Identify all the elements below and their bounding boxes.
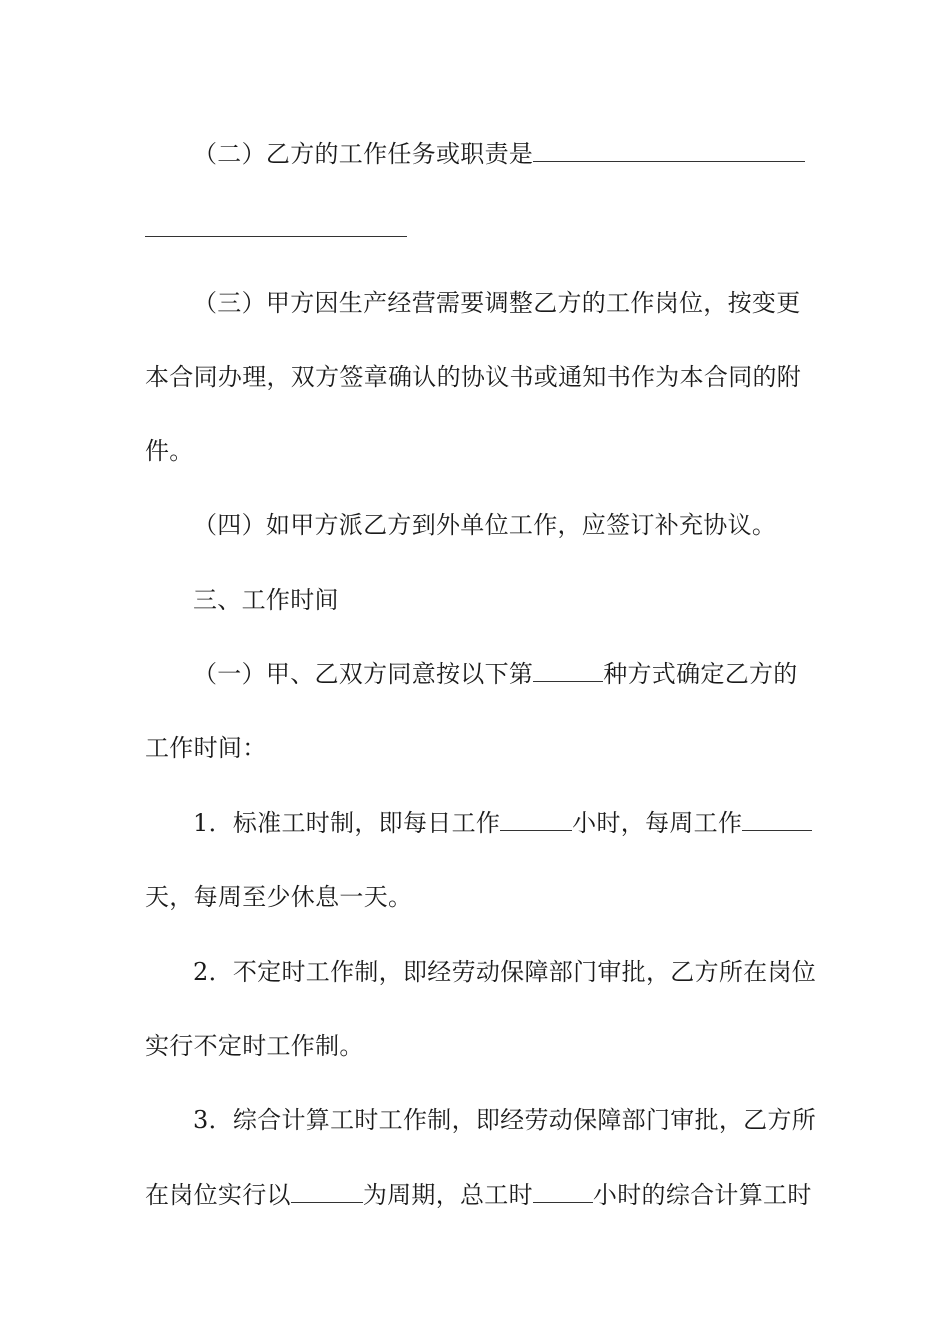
weekly-days-blank[interactable] [742, 808, 812, 831]
total-hours-blank[interactable] [533, 1180, 593, 1203]
item-3-line1: 3．综合计算工时工作制，即经劳动保障部门审批，乙方所 [193, 1106, 817, 1134]
clause-2-4: （四）如甲方派乙方到外单位工作，应签订补充协议。 [193, 511, 777, 539]
clause-3-1-line2: 工作时间： [145, 734, 267, 762]
item-1-line2: 天，每周至少休息一天。 [145, 883, 413, 911]
item-1-text-a: 1．标准工时制，即每日工作 [193, 809, 501, 837]
daily-hours-blank[interactable] [500, 808, 572, 831]
clause-3-1-line1 [193, 658, 805, 690]
clause-2-3-line2: 本合同办理，双方签章确认的协议书或通知书作为本合同的附 [145, 363, 802, 391]
cycle-period-blank[interactable] [291, 1180, 363, 1203]
clause-2-2 [193, 138, 805, 170]
item-3-text-c: 小时的综合计算工时 [592, 1181, 812, 1209]
item-1-line1 [193, 807, 805, 839]
clause-2-3-line1: （三）甲方因生产经营需要调整乙方的工作岗位，按变更 [193, 289, 801, 317]
clause-2-2-text: （二）乙方的工作任务或职责是 [193, 140, 534, 168]
mode-number-blank[interactable] [533, 659, 603, 682]
clause-3-1-text-a: （一）甲、乙双方同意按以下第 [193, 660, 534, 688]
section-3-heading: 三、工作时间 [193, 586, 339, 614]
item-2-line1: 2．不定时工作制，即经劳动保障部门审批，乙方所在岗位 [193, 958, 817, 986]
duties-blank[interactable] [533, 139, 805, 162]
item-1-text-b: 小时，每周工作 [572, 809, 743, 837]
clause-2-3-line3: 件。 [145, 437, 194, 465]
item-3-text-a: 在岗位实行以 [145, 1181, 291, 1209]
clause-3-1-text-b: 种方式确定乙方的 [603, 660, 798, 688]
duties-blank-continued[interactable] [145, 236, 407, 237]
item-3-text-b: 为周期，总工时 [362, 1181, 533, 1209]
item-3-line2 [145, 1179, 812, 1211]
item-2-line2: 实行不定时工作制。 [145, 1032, 364, 1060]
